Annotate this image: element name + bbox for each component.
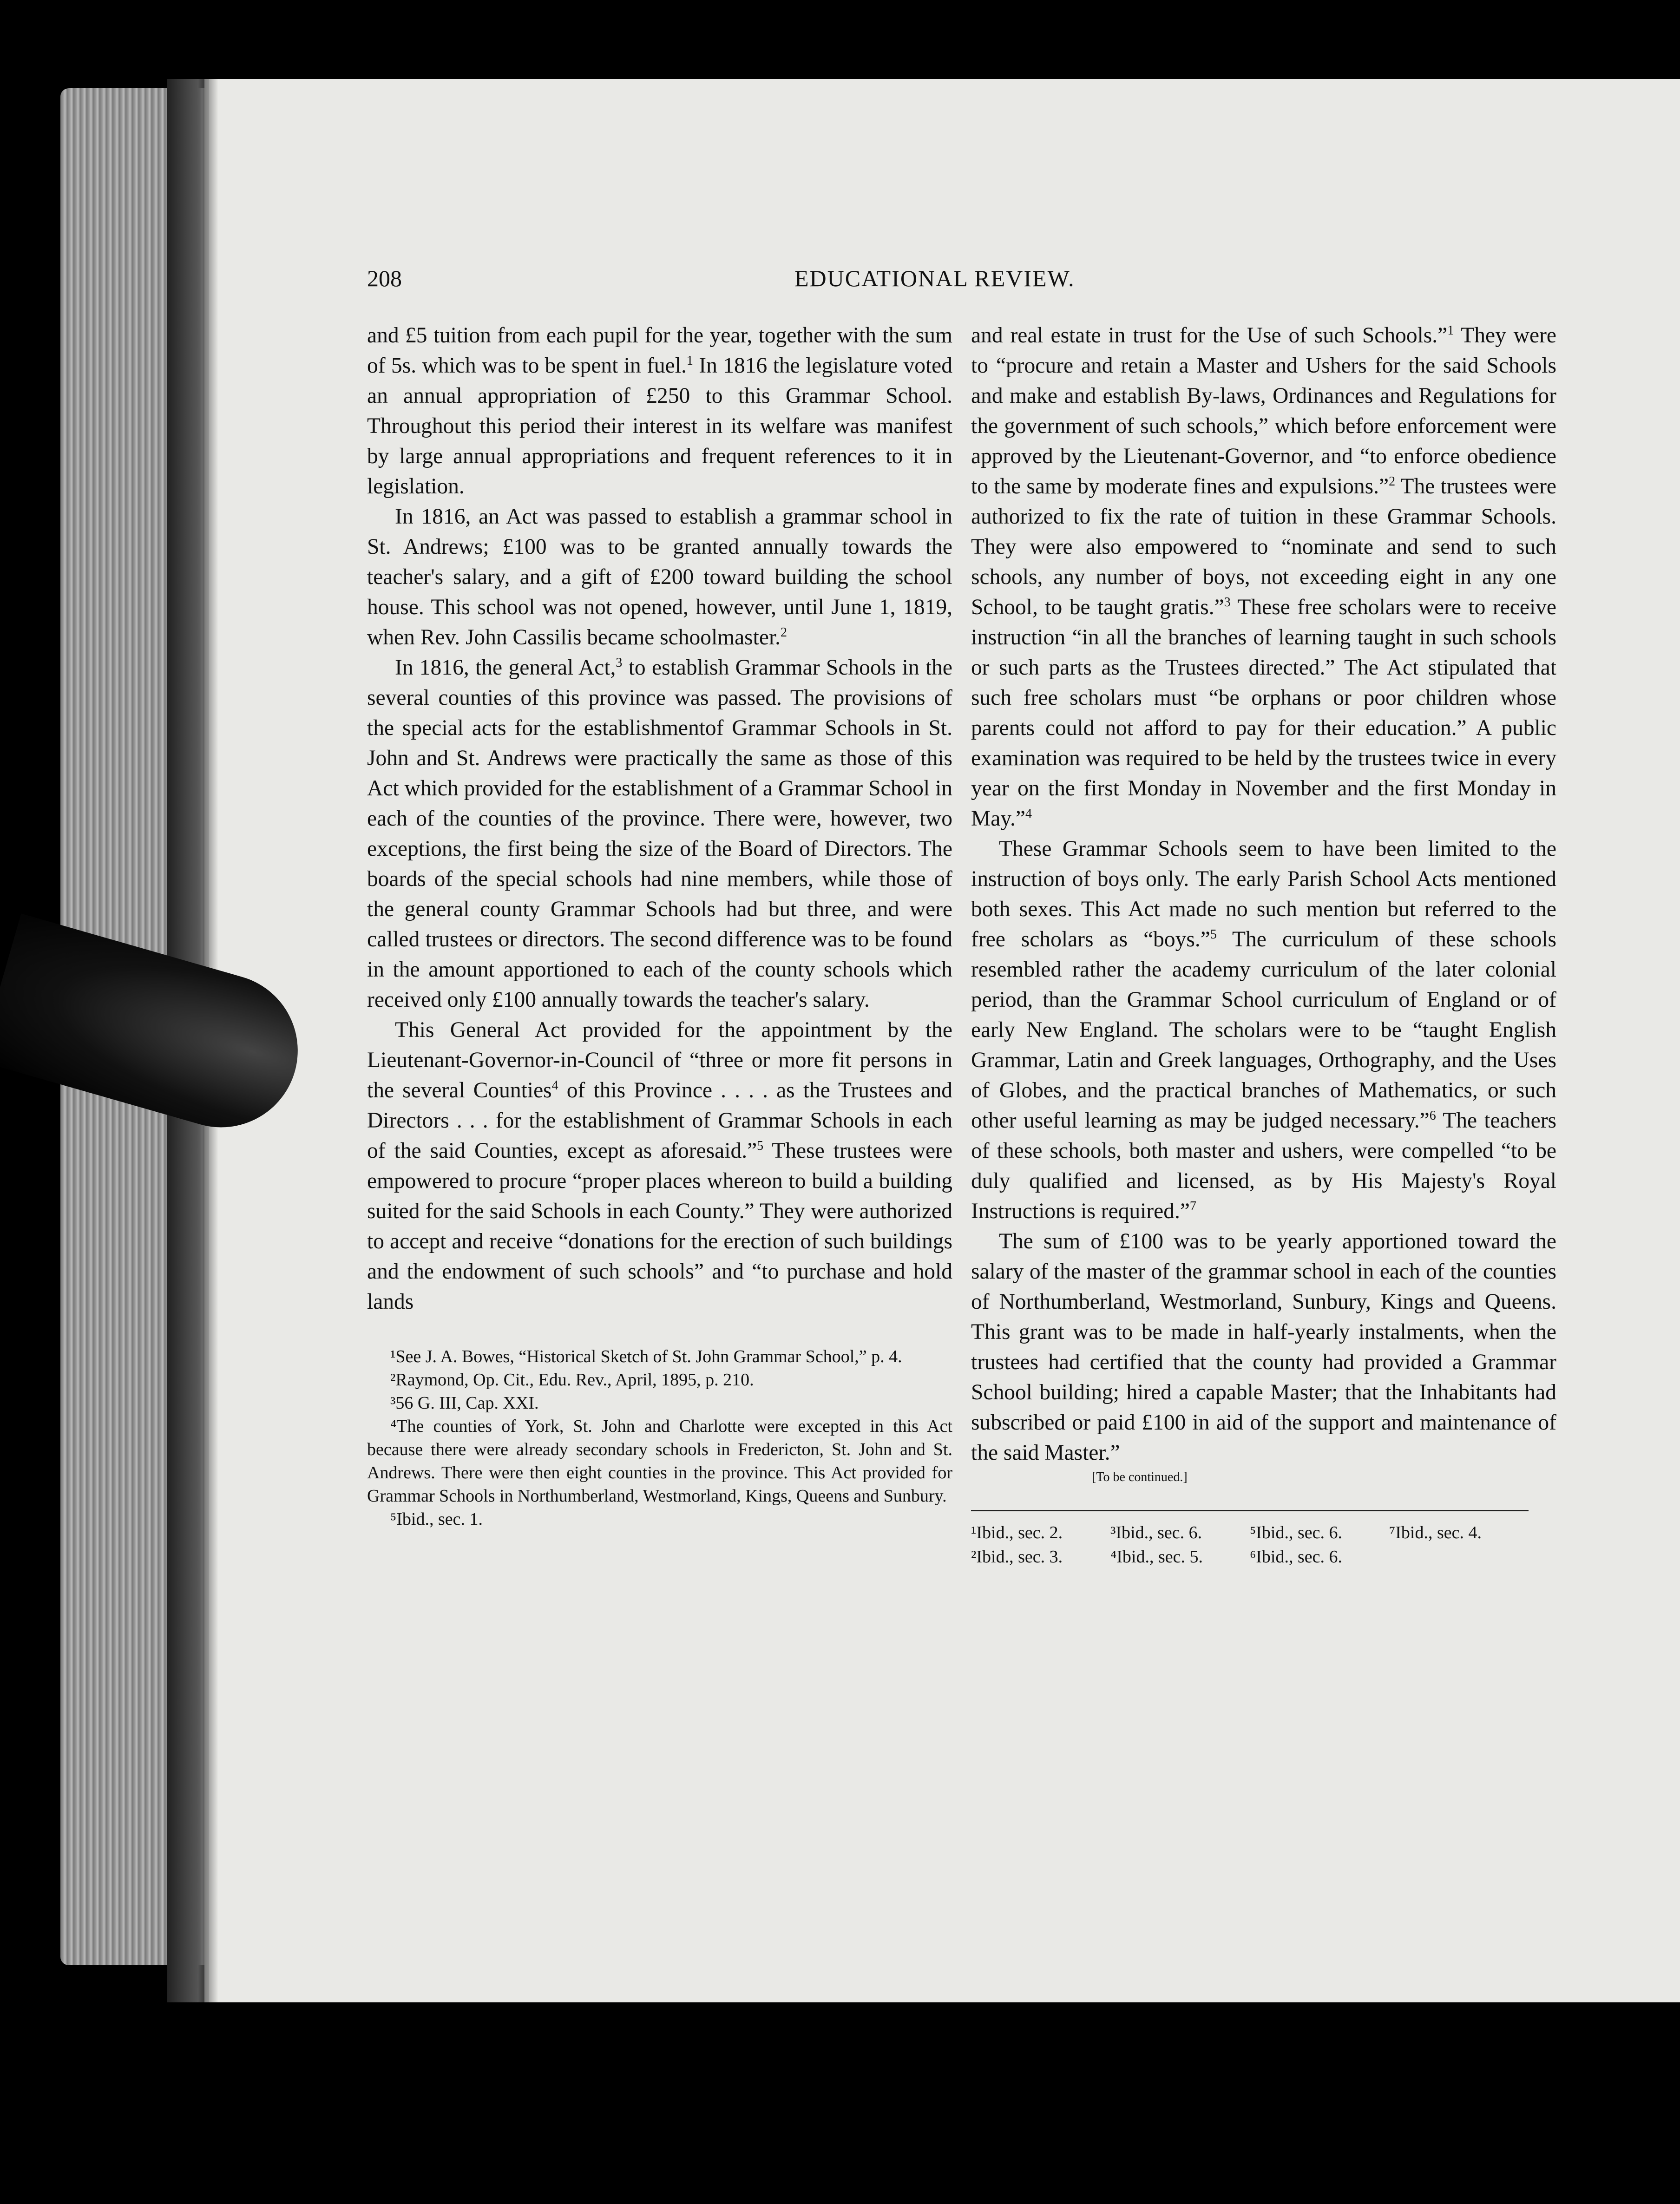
paragraph: This General Act provided for the appointment by the Lieutenant-Governor-in-Council of “three or more fit persons in the several Counties$^4$ of this Province . . . . as the Trustees and Directors . . . for the establishment of Grammar Schools in each of the said Counties, except as aforesaid.”$^5$ These trustees were empowered to procure “proper places whereon to build a building suited for the said Schools in each County.” They were authorized to accept and receive “donations for the erection of such buildings and the endowment of such schools” and “to purchase and hold lands [367, 1018, 952, 1314]
right-footnotes [971, 1521, 1556, 1569]
footnote-marker: 4 [551, 1078, 558, 1093]
page-number: 208 [367, 265, 402, 291]
footnote: ²Ibid., sec. 3. [971, 1547, 1063, 1567]
left-column [367, 321, 952, 1531]
footnote-marker: 4 [1025, 807, 1032, 821]
right-column [971, 321, 1556, 1569]
footnote: ⁴The counties of York, St. John and Charlotte were excepted in this Act because there were already secondary schools in Fredericton, St. John and St. Andrews. There were then eight counties in the province. This Act provided for Grammar Schools in Northumberland, Westmorland, Kings, Queens and Sunbury. [367, 1417, 952, 1506]
footnote: ⁵Ibid., sec. 6. [1250, 1523, 1342, 1542]
footnote: ¹See J. A. Bowes, “Historical Sketch of St. John Grammar School,” p. 4. [390, 1347, 902, 1366]
continued-note: [To be continued.] [1092, 1470, 1188, 1484]
paragraph: The sum of £100 was to be yearly apportioned toward the salary of the master of the grammar school in each of the counties of Northumberland, Westmorland, Sunbury, Kings and Queens. This grant was to be made in half-yearly instalments, when the trustees had certified that the county had provided a Grammar School building; hired a capable Master; that the Inhabitants had subscribed or paid £100 in aid of the support and maintenance of the said Master.” [971, 1229, 1556, 1465]
left-footnotes [367, 1345, 952, 1531]
footnote: ⁵Ibid., sec. 1. [390, 1509, 483, 1529]
footnote: ⁶Ibid., sec. 6. [1250, 1547, 1342, 1567]
paragraph: and real estate in trust for the Use of such Schools.”$^1$ They were to “procure and retain a Master and Ushers for the said Schools and make and establish By-laws, Ordinances and Regulations for the government of such schools,” which before enforcement were approved by the Lieutenant-Governor, and “to enforce obedience to the same by moderate fines and expulsions.”$^2$ The trustees were authorized to fix the rate of tuition in these Grammar Schools. They were also empowered to “nominate and send to such schools, any number of boys, not exceeding eight in any one School, to be taught gratis.”$^3$ These free scholars were to receive instruction “in all the branches of learning taught in such schools or such parts as the Trustees directed.” The Act stipulated that such free scholars must “be orphans or poor children whose parents could not afford to pay for their education.” A public examination was required to be held by the trustees twice in every year on the first Monday in November and the first Monday in May.”$^4$ [971, 323, 1556, 831]
footnote-marker: 1 [1447, 323, 1454, 338]
footnote-marker: 3 [616, 656, 623, 670]
footnote: ⁷Ibid., sec. 4. [1389, 1523, 1482, 1542]
footnote-marker: 2 [781, 625, 788, 640]
footnote-marker: 3 [1224, 595, 1231, 610]
journal-title: EDUCATIONAL REVIEW. [794, 265, 1075, 291]
paragraph: In 1816, the general Act,$^3$ to establish Grammar Schools in the several counties of this province was passed. The provisions of the special acts for the establishmentof Grammar Schools in St. John and St. Andrews were practically the same as those of this Act which provided for the establishment of a Grammar School in each of the counties of the province. There were, however, two exceptions, the first being the size of the Board of Directors. The boards of the special schools had nine members, while those of the general county Grammar Schools had but three, and were called trustees or directors. The second difference was to be found in the amount apportioned to each of the county schools which received only £100 annually towards the teacher's salary. [367, 656, 952, 1012]
footnote-marker: 2 [1389, 474, 1396, 489]
footnote: ²Raymond, Op. Cit., Edu. Rev., April, 1895, p. 210. [390, 1370, 754, 1390]
footnote-marker: 6 [1429, 1109, 1436, 1123]
footnote: ¹Ibid., sec. 2. [971, 1523, 1063, 1542]
footnote: ⁴Ibid., sec. 5. [1110, 1547, 1203, 1567]
footnote-row [971, 1545, 1556, 1569]
paragraph: These Grammar Schools seem to have been limited to the instruction of boys only. The early Parish School Acts mentioned both sexes. This Act made no such mention but referred to the free scholars as “boys.”$^5$ The curriculum of these schools resembled rather the academy curriculum of the later colonial period, than the Grammar School curriculum of England or of early New England. The scholars were to be “taught English Grammar, Latin and Greek languages, Orthography, and the Uses of Globes, and the practical branches of Mathematics, or such other useful learning as may be judged necessary.”$^6$ The teachers of these schools, both master and ushers, were compelled “to be duly qualified and licensed, as by His Majesty's Royal Instructions is required.”$^7$ [971, 837, 1556, 1223]
paragraph: In 1816, an Act was passed to establish a grammar school in St. Andrews; £100 was to be granted annually towards the teacher's salary, and a gift of £200 toward building the school house. This school was not opened, however, until June 1, 1819, when Rev. John Cassilis became schoolmaster.$^2$ [367, 505, 952, 649]
footnote-marker: 1 [686, 354, 693, 368]
footnote: ³56 G. III, Cap. XXI. [390, 1393, 539, 1413]
footnote-row [971, 1521, 1556, 1545]
footnote-divider [971, 1510, 1529, 1511]
footnote-marker: 5 [757, 1139, 764, 1154]
footnote-marker: 5 [1210, 927, 1217, 942]
footnote-marker: 7 [1189, 1199, 1196, 1214]
running-head [367, 265, 1556, 302]
footnote: ³Ibid., sec. 6. [1110, 1523, 1202, 1542]
paragraph: and £5 tuition from each pupil for the year, together with the sum of 5s. which was to be spent in fuel.$^1$ In 1816 the legislature voted an annual appropriation of £250 to this Grammar School. Throughout this period their interest in its welfare was manifest by large annual appropriations and frequent references to it in legislation. [367, 323, 952, 499]
page-content [367, 265, 1556, 1937]
